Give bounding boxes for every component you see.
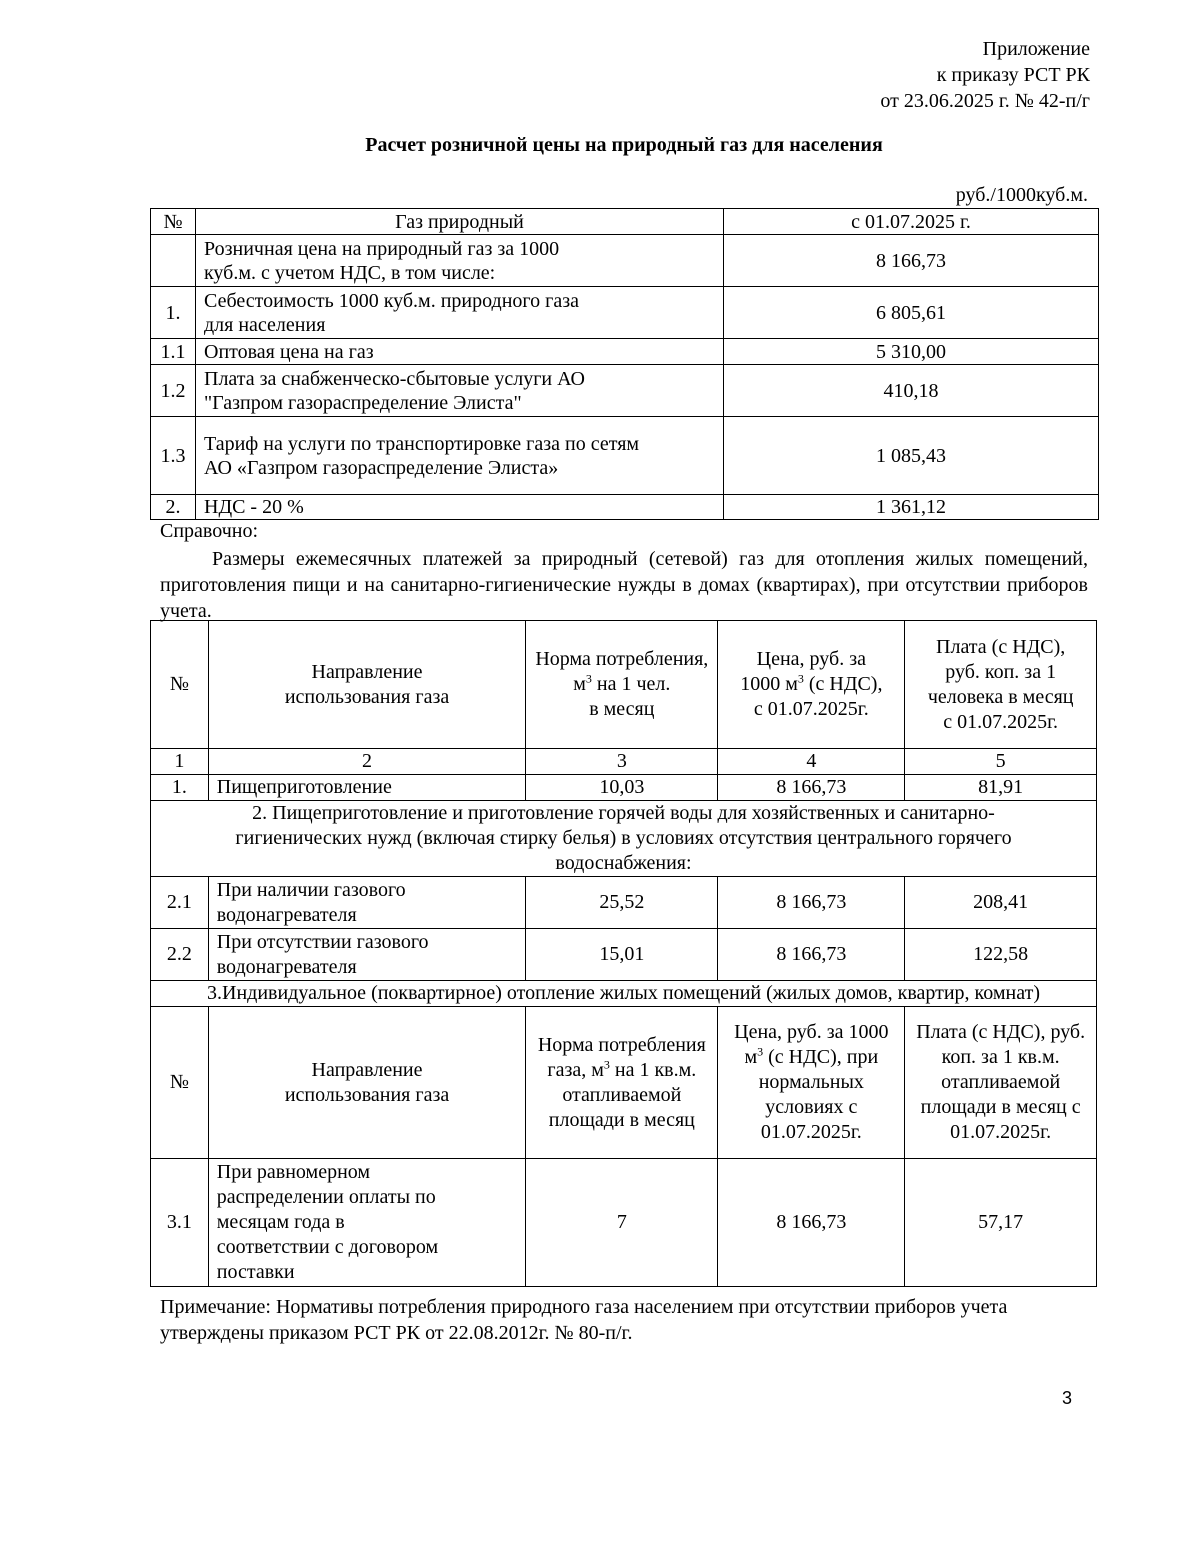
header-pay: Плата (с НДС), руб. коп. за 1 кв.м. отапливаемой площади в месяц с 01.07.2025г. (905, 1007, 1097, 1159)
row-num: 1. (151, 775, 209, 801)
table-row (151, 877, 1097, 929)
row-name: Пищеприготовление (208, 775, 526, 801)
table-row (151, 235, 1099, 287)
table-header-row (151, 621, 1097, 749)
column-numbers-row (151, 749, 1097, 775)
col-number: 3 (526, 749, 718, 775)
appendix-line-2: к приказу РСТ РК (936, 64, 1090, 86)
row-price: 8 166,73 (718, 775, 905, 801)
appendix-line-3: от 23.06.2025 г. № 42-п/г (880, 90, 1090, 112)
row-name: Плата за снабженческо-сбытовые услуги АО "Газпром газораспределение Элиста" (196, 365, 724, 417)
row-name: При отсутствии газового водонагревателя (208, 929, 526, 981)
row-value: 410,18 (724, 365, 1099, 417)
row-pay: 208,41 (905, 877, 1097, 929)
section-row (151, 801, 1097, 877)
row-num: 2.1 (151, 877, 209, 929)
table-row (151, 287, 1099, 339)
table-row (151, 365, 1099, 417)
row-num: 3.1 (151, 1159, 209, 1287)
row-price: 8 166,73 (718, 1159, 905, 1287)
row-norm: 10,03 (526, 775, 718, 801)
row-name: Розничная цена на природный газ за 1000 куб.м. с учетом НДС, в том числе: (196, 235, 724, 287)
header-direction: Направление использования газа (208, 1007, 526, 1159)
header-price: Цена, руб. за 1000 $м^3$ (с НДС), при нормальных условиях с 01.07.2025г. (718, 1007, 905, 1159)
footnote: Примечание: Нормативы потребления природного газа населением при отсутствии приборов учета утверждены приказом РСТ РК от 22.08.2012г. № 80-п/г. (160, 1296, 1008, 1344)
header-direction: Направление использования газа (208, 621, 526, 749)
col-number: 2 (208, 749, 526, 775)
header-price: Цена, руб. за 1000 $м^3$ (с НДС), с 01.07.2025г. (718, 621, 905, 749)
row-name: Оптовая цена на газ (196, 339, 724, 365)
row-name: НДС - 20 % (196, 495, 724, 520)
row-num: 1. (151, 287, 196, 339)
header-num: № (151, 621, 209, 749)
row-value: 5 310,00 (724, 339, 1099, 365)
header-gas: Газ природный (196, 209, 724, 235)
row-norm: 7 (526, 1159, 718, 1287)
row-num: 2.2 (151, 929, 209, 981)
row-num (151, 235, 196, 287)
col-number: 4 (718, 749, 905, 775)
table-header-row (151, 209, 1099, 235)
row-pay: 81,91 (905, 775, 1097, 801)
reference-label: Справочно: (160, 520, 259, 542)
price-table (150, 208, 1099, 520)
page-number: 3 (1062, 1388, 1073, 1408)
header-pay: Плата (с НДС), руб. коп. за 1 человека в месяц с 01.07.2025г. (905, 621, 1097, 749)
section-3-title: 3.Индивидуальное (поквартирное) отопление жилых помещений (жилых домов, квартир, комнат) (151, 981, 1097, 1007)
col-number: 1 (151, 749, 209, 775)
row-value: 8 166,73 (724, 235, 1099, 287)
row-num: 2. (151, 495, 196, 520)
row-name: Тариф на услуги по транспортировке газа по сетям АО «Газпром газораспределение Элиста» (196, 417, 724, 495)
row-pay: 57,17 (905, 1159, 1097, 1287)
header-norm: Норма потребления, $м^3$ на 1 чел. в месяц (526, 621, 718, 749)
table-row (151, 929, 1097, 981)
row-norm: 15,01 (526, 929, 718, 981)
appendix-line-1: Приложение (982, 38, 1090, 60)
header-num: № (151, 1007, 209, 1159)
row-value: 1 085,43 (724, 417, 1099, 495)
header-norm: Норма потребления газа, $м^3$ на 1 кв.м. отапливаемой площади в месяц (526, 1007, 718, 1159)
row-name: Себестоимость 1000 куб.м. природного газа для населения (196, 287, 724, 339)
row-name: При равномерном распределении оплаты по месяцам года в соответствии с договором поставки (208, 1159, 526, 1287)
row-pay: 122,58 (905, 929, 1097, 981)
header-date: с 01.07.2025 г. (724, 209, 1099, 235)
section-2-title: 2. Пищеприготовление и приготовление горячей воды для хозяйственных и санитарно-гигиенических нужд (включая стирку белья) в условиях отсутствия центрального горячего водоснабжения: (151, 801, 1097, 877)
table-row (151, 495, 1099, 520)
section-row (151, 981, 1097, 1007)
intro-paragraph: Размеры ежемесячных платежей за природный (сетевой) газ для отопления жилых помещений, приготовления пищи и на санитарно-гигиенические нужды в домах (квартирах), при отсутствии приборов учета. (160, 548, 1088, 622)
row-norm: 25,52 (526, 877, 718, 929)
row-name: При наличии газового водонагревателя (208, 877, 526, 929)
row-price: 8 166,73 (718, 929, 905, 981)
row-num: 1.2 (151, 365, 196, 417)
payments-table (150, 620, 1097, 1287)
row-price: 8 166,73 (718, 877, 905, 929)
col-number: 5 (905, 749, 1097, 775)
appendix-header (880, 36, 1090, 114)
table-row (151, 417, 1099, 495)
row-num: 1.3 (151, 417, 196, 495)
table-row (151, 1159, 1097, 1287)
document-title: Расчет розничной цены на природный газ для населения (365, 134, 883, 156)
table-row (151, 339, 1099, 365)
table-row (151, 775, 1097, 801)
row-num: 1.1 (151, 339, 196, 365)
row-value: 6 805,61 (724, 287, 1099, 339)
row-value: 1 361,12 (724, 495, 1099, 520)
table-header-row (151, 1007, 1097, 1159)
units-label: руб./1000куб.м. (955, 184, 1088, 206)
header-num: № (151, 209, 196, 235)
